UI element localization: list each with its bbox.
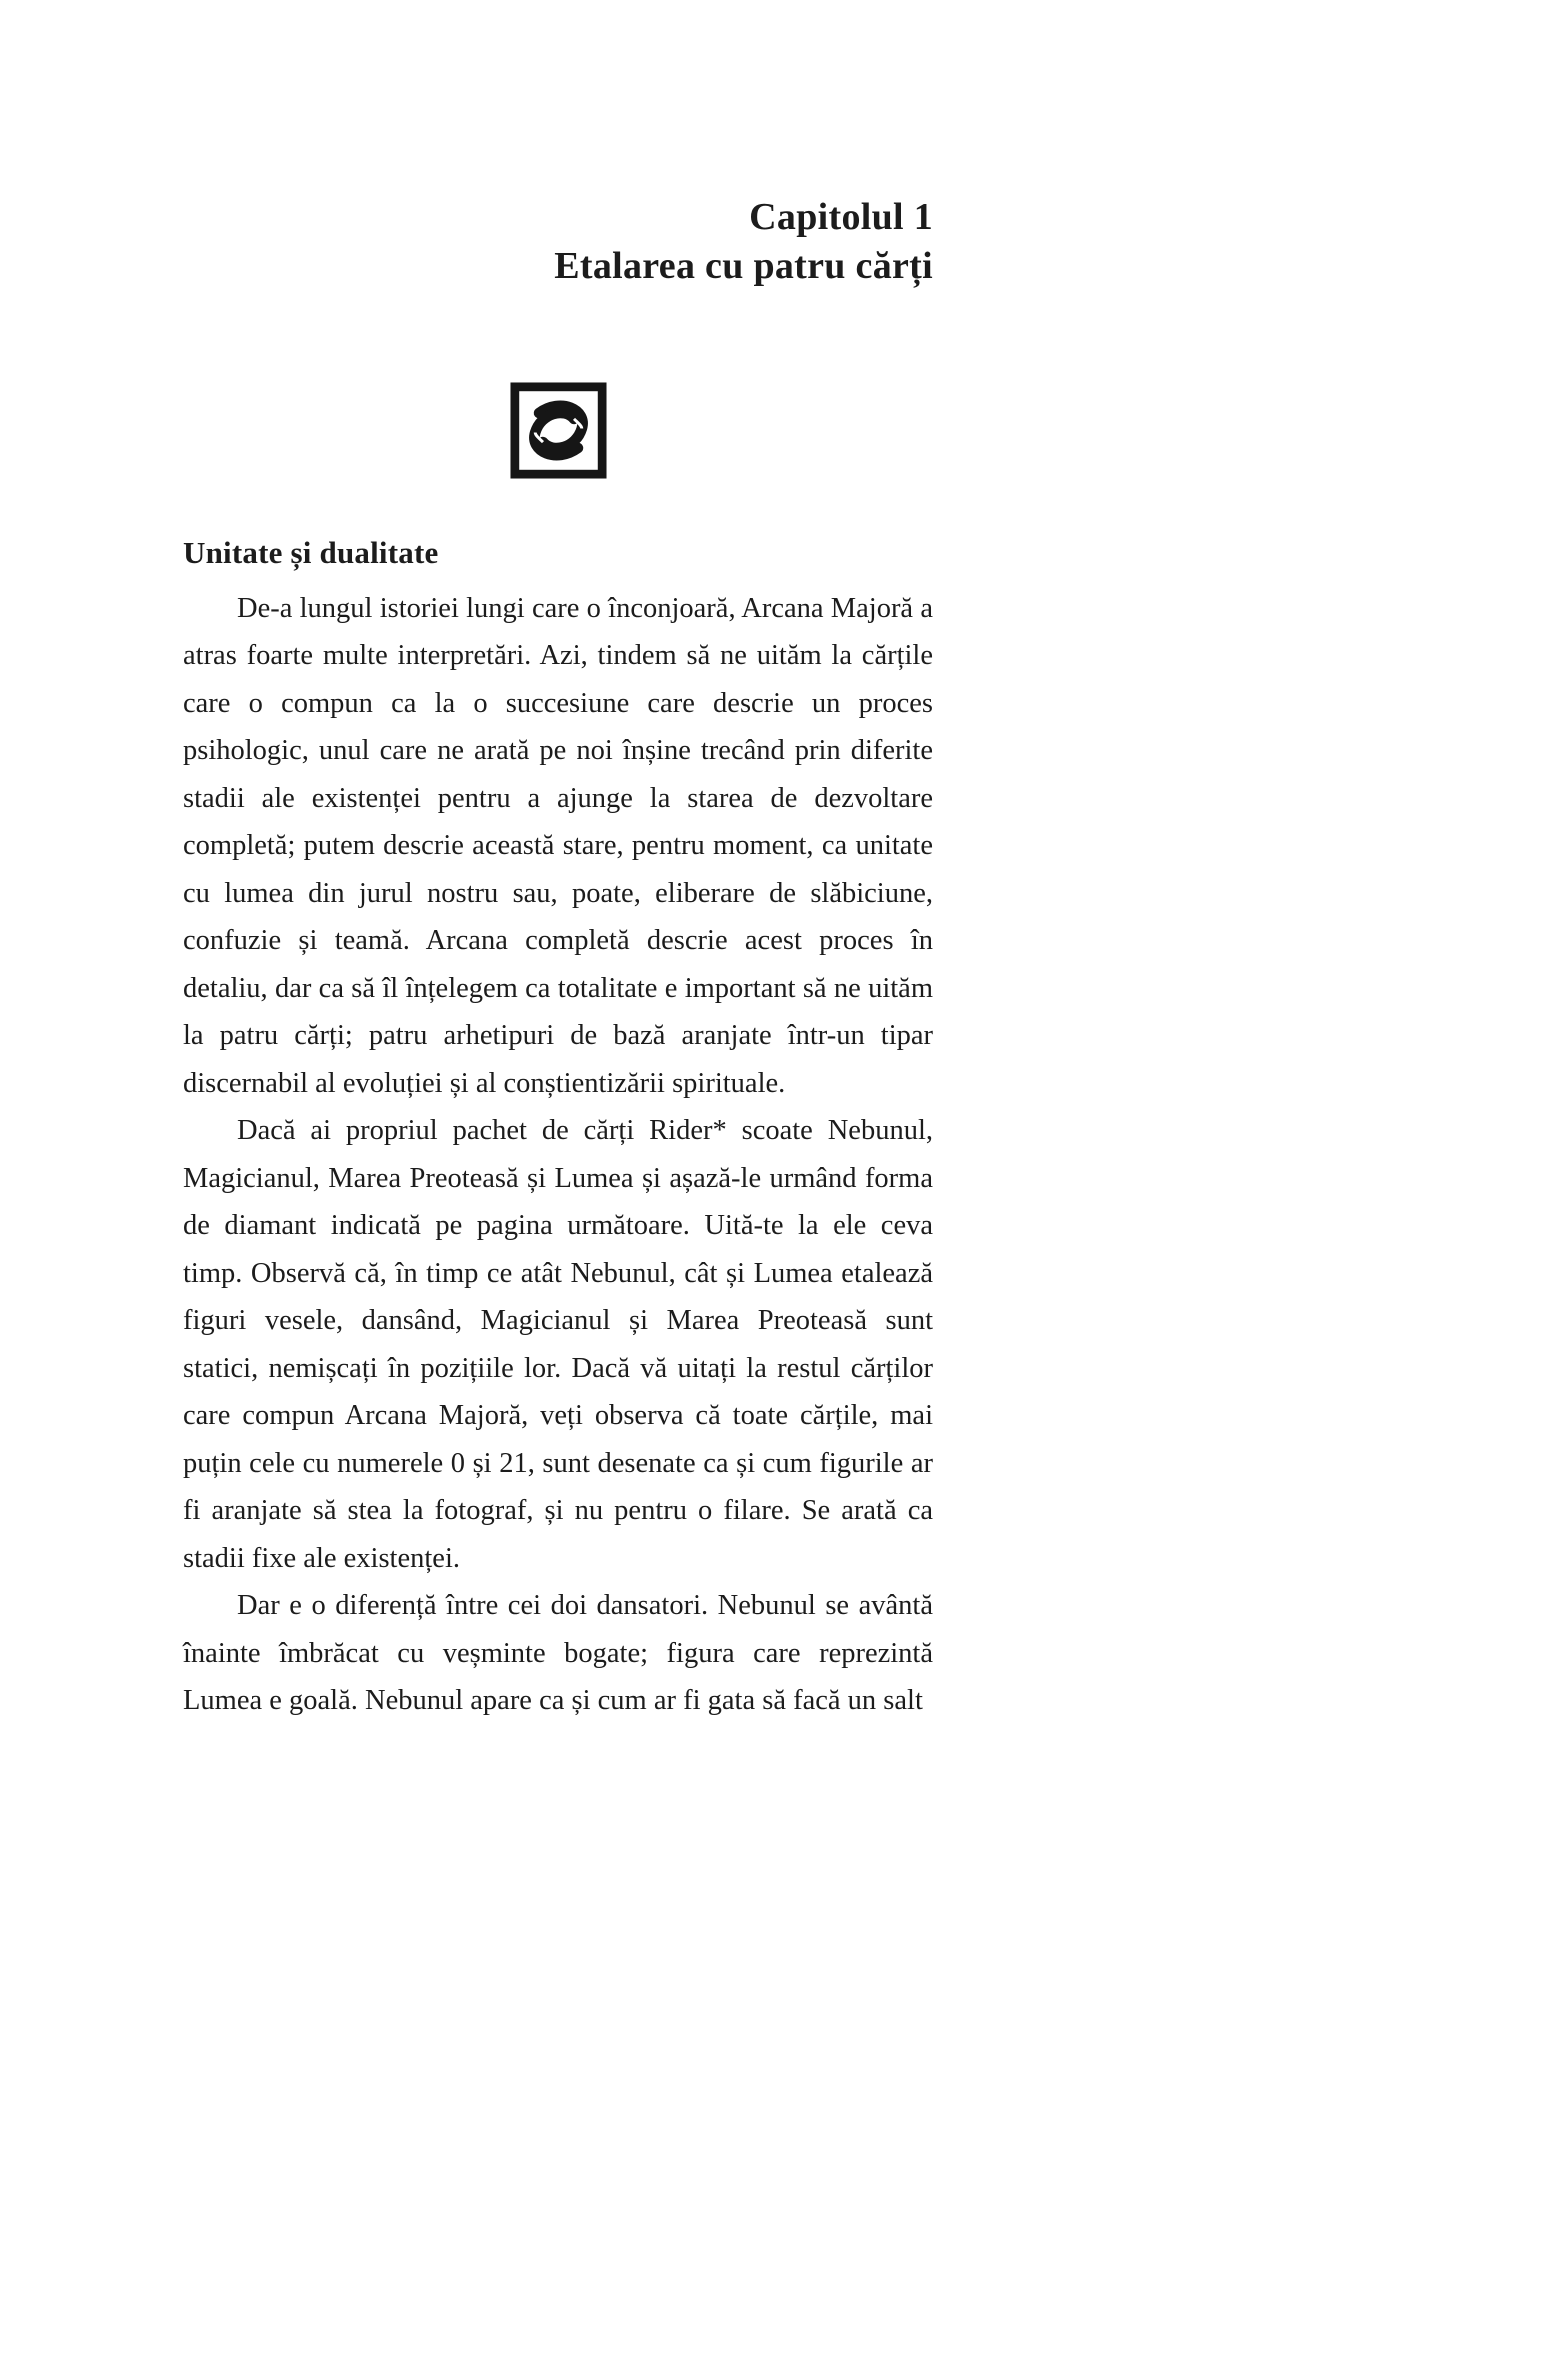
celtic-knot-icon: [510, 382, 607, 479]
paragraph-2: Dacă ai propriul pachet de cărți Rider* scoate Nebunul, Magicianul, Marea Preoteasă și Lumea și așază-le urmând forma de diamant indicată pe pagina următoare. Uită-te la ele ceva timp. Observă că, în timp ce atât Nebunul, cât și Lumea etalează figuri vesele, dansând, Magicianul și Marea Preoteasă sunt statici, nemișcați în pozițiile lor. Dacă vă uitați la restul cărților care compun Arcana Majoră, veți observa că toate cărțile, mai puțin cele cu numerele 0 și 21, sunt desenate ca și cum figurile ar fi aranjate să stea la fotograf, și nu pentru o filare. Se arată ca stadii fixe ale existenței.: [183, 1115, 933, 1574]
paragraph-3: Dar e o diferență între cei doi dansatori. Nebunul se avântă înainte îmbrăcat cu veșminte bogate; figura care reprezintă Lumea e goală. Nebunul apare ca și cum ar fi gata să facă un salt: [183, 1590, 933, 1717]
body-text: [183, 585, 933, 1725]
chapter-title: [183, 193, 933, 292]
section-heading: Unitate și dualitate: [183, 534, 439, 570]
chapter-number: Capitolul 1: [749, 196, 933, 238]
paragraph-1: De-a lungul istoriei lungi care o înconjoară, Arcana Majoră a atras foarte multe interpretări. Azi, tindem să ne uităm la cărțile care o compun ca la o succesiune care descrie un proces psihologic, unul care ne arată pe noi înșine trecând prin diferite stadii ale existenței pentru a ajunge la starea de dezvoltare completă; putem descrie această stare, pentru moment, ca unitate cu lumea din jurul nostru sau, poate, eliberare de slăbiciune, confuzie și teamă. Arcana completă descrie acest proces în detaliu, dar ca să îl înțelegem ca totalitate e important să ne uităm la patru cărți; patru arhetipuri de bază aranjate într-un tipar discernabil al evoluției și al conștientizării spirituale.: [183, 592, 933, 1099]
text-column: [183, 0, 933, 1725]
chapter-ornament: [183, 382, 933, 480]
chapter-name: Etalarea cu patru cărți: [554, 245, 933, 288]
